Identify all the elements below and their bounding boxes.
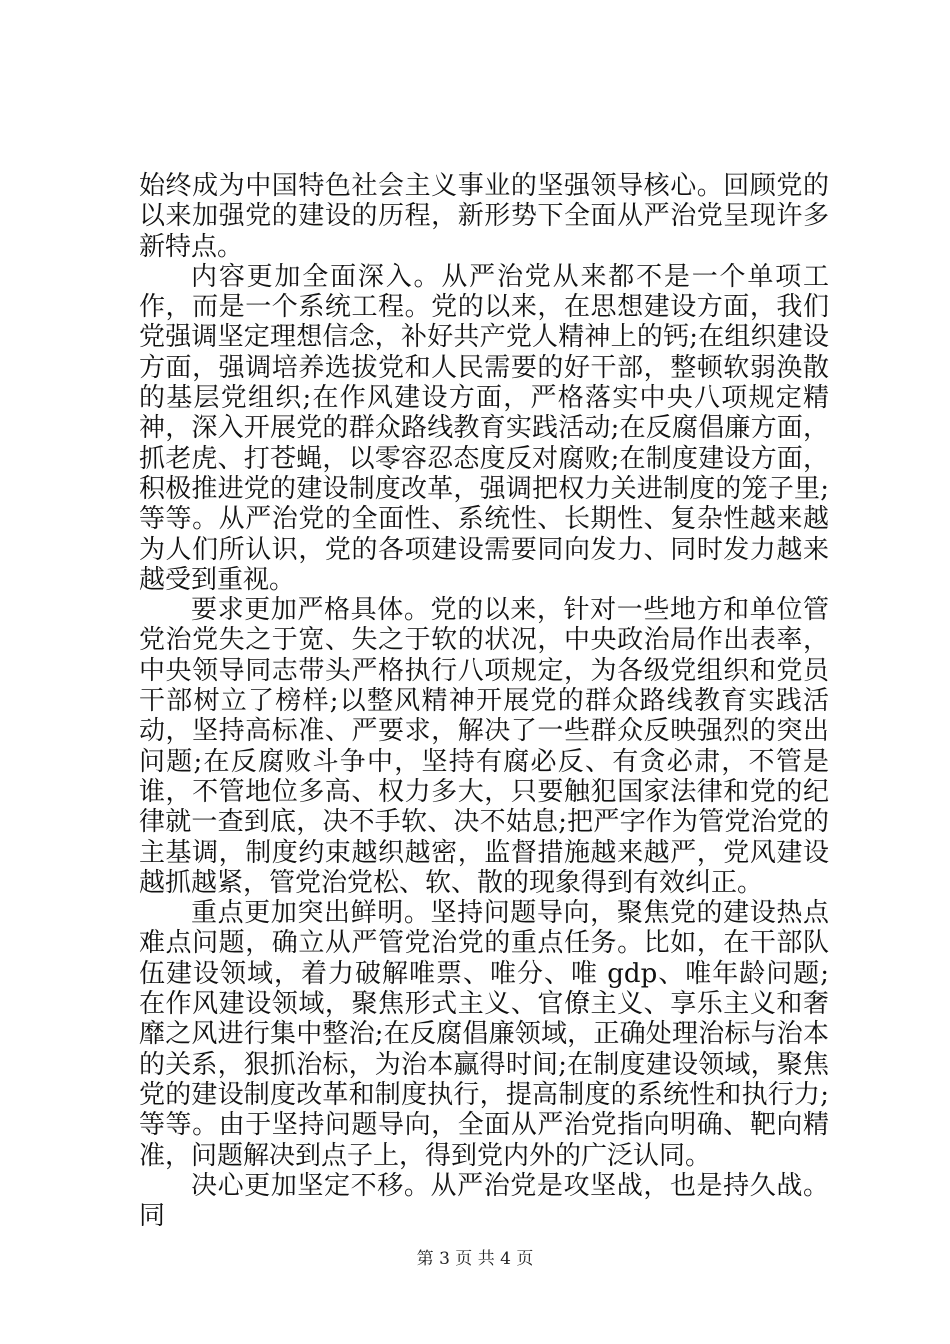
paragraph-determination-firm: 决心更加坚定不移。从严治党是攻坚战，也是持久战。同 — [139, 1170, 829, 1232]
page-number-footer: 第 3 页 共 4 页 — [416, 1249, 534, 1269]
document-body — [139, 171, 829, 1231]
paragraph-continued: 始终成为中国特色社会主义事业的坚强领导核心。回顾党的以来加强党的建设的历程，新形势下全面从严治党呈现许多新特点。 — [139, 171, 829, 262]
paragraph-content-comprehensive: 内容更加全面深入。从严治党从来都不是一个单项工作，而是一个系统工程。党的以来，在思想建设方面，我们党强调坚定理想信念，补好共产党人精神上的钙;在组织建设方面，强调培养选拔党和人民需要的好干部，整顿软弱涣散的基层党组织;在作风建设方面，严格落实中央八项规定精神，深入开展党的群众路线教育实践活动;在反腐倡廉方面，抓老虎、打苍蝇，以零容忍态度反对腐败;在制度建设方面，积极推进党的建设制度改革，强调把权力关进制度的笼子里;等等。从严治党的全面性、系统性、长期性、复杂性越来越为人们所认识，党的各项建设需要同向发力、同时发力越来越受到重视。 — [139, 261, 829, 595]
paragraph-requirements-strict: 要求更加严格具体。党的以来，针对一些地方和单位管党治党失之于宽、失之于软的状况，中央政治局作出表率，中央领导同志带头严格执行八项规定，为各级党组织和党员干部树立了榜样;以整风精神开展党的群众路线教育实践活动，坚持高标准、严要求，解决了一些群众反映强烈的突出问题;在反腐败斗争中，坚持有腐必反、有贪必肃，不管是谁，不管地位多高、权力多大，只要触犯国家法律和党的纪律就一查到底，决不手软、决不姑息;把严字作为管党治党的主基调，制度约束越织越密，监督措施越来越严，党风建设越抓越紧，管党治党松、软、散的现象得到有效纠正。 — [139, 595, 829, 898]
paragraph-focus-prominent: 重点更加突出鲜明。坚持问题导向，聚焦党的建设热点难点问题，确立从严管党治党的重点任务。比如，在干部队伍建设领域，着力破解唯票、唯分、唯 gdp、唯年龄问题;在作风建设领域，聚焦形式主义、官僚主义、享乐主义和奢靡之风进行集中整治;在反腐倡廉领域，正确处理治标与治本的关系，狠抓治标，为治本赢得时间;在制度建设领域，聚焦党的建设制度改革和制度执行，提高制度的系统性和执行力;等等。由于坚持问题导向，全面从严治党指向明确、靶向精准，问题解决到点子上，得到党内外的广泛认同。 — [139, 898, 829, 1171]
